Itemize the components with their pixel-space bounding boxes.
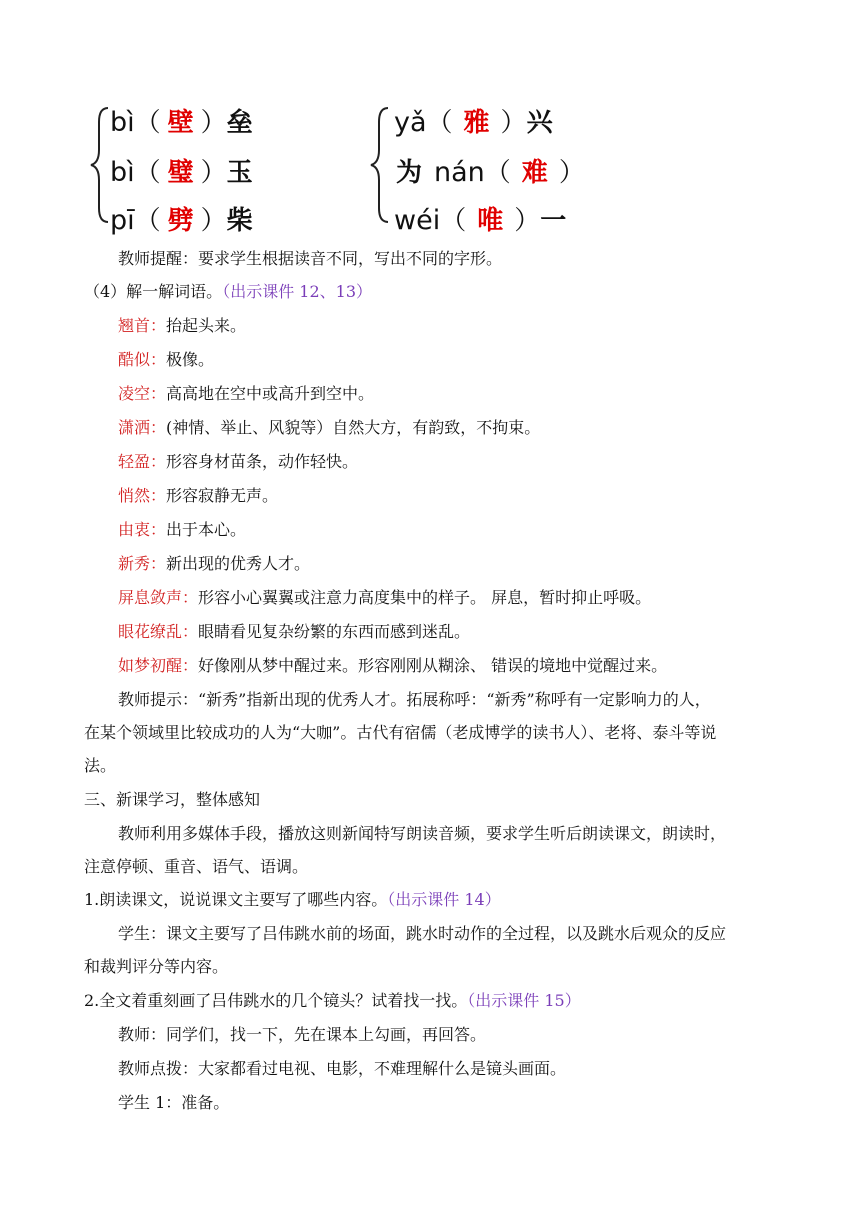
pinyin-row-5 <box>396 152 585 188</box>
word-char: 兴 <box>526 108 553 138</box>
pinyin-row-2 <box>110 152 253 188</box>
vocab-def: 极像。 <box>166 350 215 369</box>
paren-close: ） <box>558 158 585 188</box>
media-para-line: 注意停顿、重音、语气、语调。 <box>84 857 309 876</box>
word-char: 一 <box>540 206 567 236</box>
vocab-item <box>118 486 278 506</box>
answer-char: 劈 <box>167 206 194 236</box>
paren-close: ） <box>200 158 227 188</box>
teacher-guide: 教师点拨：大家都看过电视、电影，不难理解什么是镜头画面。 <box>118 1059 567 1078</box>
vocab-def: 出于本心。 <box>166 520 247 539</box>
teacher-tip-line: 教师提示：“新秀”指新出现的优秀人才。拓展称呼：“新秀”称呼有一定影响力的人， <box>118 690 711 709</box>
answer-char: 唯 <box>477 206 504 236</box>
section-4-title: （4）解一解词语。 <box>84 282 223 301</box>
teacher-tip-line: 法。 <box>84 756 117 775</box>
question-1 <box>84 890 501 910</box>
teacher-q2: 教师：同学们，找一下，先在课本上勾画，再回答。 <box>118 1025 487 1044</box>
paren-open: （ <box>484 158 511 188</box>
paren-open: （ <box>134 158 161 188</box>
paren-open: （ <box>134 108 161 138</box>
prefix-char: 为 <box>396 158 423 188</box>
vocab-term: 屏息敛声： <box>118 588 199 607</box>
paren-close: ） <box>514 206 541 236</box>
vocab-item <box>118 452 358 472</box>
vocab-term: 潇洒： <box>118 418 167 437</box>
vocab-term: 眼花缭乱： <box>118 622 199 641</box>
vocab-def: 眼睛看见复杂纷繁的东西而感到迷乱。 <box>198 622 471 641</box>
vocab-def: 新出现的优秀人才。 <box>166 554 311 573</box>
vocab-term: 由衷： <box>118 520 167 539</box>
vocab-def: 抬起头来。 <box>166 316 247 335</box>
paren-open: （ <box>426 108 453 138</box>
pinyin: bì <box>110 107 135 138</box>
vocab-term: 翘首： <box>118 316 167 335</box>
pinyin-row-3 <box>110 200 253 236</box>
teacher-tip-line: 在某个领域里比较成功的人为“大咖”。古代有宿儒（老成博学的读书人）、老将、泰斗等说 <box>84 723 717 742</box>
word-char: 垒 <box>226 108 253 138</box>
paren-close: ） <box>500 108 527 138</box>
vocab-item <box>118 622 470 642</box>
vocab-def: 高高地在空中或高升到空中。 <box>166 384 375 403</box>
vocab-term: 新秀： <box>118 554 167 573</box>
vocab-item <box>118 350 214 370</box>
vocab-def: (神情、举止、风貌等）自然大方，有韵致，不拘束。 <box>166 418 541 437</box>
word-char: 柴 <box>226 206 253 236</box>
vocab-term: 凌空： <box>118 384 167 403</box>
vocab-def: 形容小心翼翼或注意力高度集中的样子。 屏息，暂时抑止呼吸。 <box>198 588 652 607</box>
pinyin: nán <box>434 157 485 188</box>
vocab-term: 酷似： <box>118 350 167 369</box>
vocab-def: 好像刚从梦中醒过来。形容刚刚从糊涂、 错误的境地中觉醒过来。 <box>198 656 668 675</box>
vocab-item <box>118 384 374 404</box>
answer-char: 璧 <box>167 158 194 188</box>
pinyin-row-1 <box>110 102 253 138</box>
vocab-term: 悄然： <box>118 486 167 505</box>
teacher-reminder: 教师提醒：要求学生根据读音不同，写出不同的字形。 <box>118 249 503 268</box>
vocab-item <box>118 588 651 608</box>
vocab-def: 形容身材苗条，动作轻快。 <box>166 452 359 471</box>
pinyin-row-4 <box>394 102 553 138</box>
pinyin-row-6 <box>394 200 566 236</box>
media-para-line: 教师利用多媒体手段，播放这则新闻特写朗读音频，要求学生听后朗读课文，朗读时， <box>118 824 727 843</box>
courseware-note: （出示课件 15） <box>467 991 581 1010</box>
courseware-note: （出示课件 12、13） <box>222 282 372 301</box>
vocab-item <box>118 656 667 676</box>
vocab-item <box>118 316 246 336</box>
pinyin: bì <box>110 157 135 188</box>
vocab-item <box>118 520 246 540</box>
answer-char: 雅 <box>463 108 490 138</box>
answer-char: 壁 <box>167 108 194 138</box>
left-brace-group-2 <box>368 100 392 230</box>
vocab-item <box>118 554 310 574</box>
pinyin: yǎ <box>394 107 427 138</box>
paren-open: （ <box>134 206 161 236</box>
answer-char: 难 <box>521 158 548 188</box>
section-3-title: 三、新课学习，整体感知 <box>84 790 261 809</box>
student-1: 学生 1：准备。 <box>118 1093 230 1112</box>
question-2-title: 2.全文着重刻画了吕伟跳水的几个镜头？试着找一找。 <box>84 991 468 1010</box>
student-answer-line: 学生：课文主要写了吕伟跳水前的场面，跳水时动作的全过程，以及跳水后观众的反应 <box>118 924 727 943</box>
vocab-term: 轻盈： <box>118 452 167 471</box>
paren-open: （ <box>440 206 467 236</box>
pinyin: wéi <box>394 205 441 236</box>
paren-close: ） <box>200 108 227 138</box>
vocab-term: 如梦初醒： <box>118 656 199 675</box>
courseware-note: （出示课件 14） <box>387 890 501 909</box>
vocab-item <box>118 418 540 438</box>
paren-close: ） <box>200 206 227 236</box>
student-answer-line: 和裁判评分等内容。 <box>84 957 229 976</box>
vocab-def: 形容寂静无声。 <box>166 486 279 505</box>
left-brace-group-1 <box>88 100 112 230</box>
question-2 <box>84 991 581 1011</box>
section-4-heading <box>84 282 372 302</box>
question-1-title: 1.朗读课文，说说课文主要写了哪些内容。 <box>84 890 388 909</box>
pinyin: pī <box>110 205 135 236</box>
word-char: 玉 <box>226 158 253 188</box>
